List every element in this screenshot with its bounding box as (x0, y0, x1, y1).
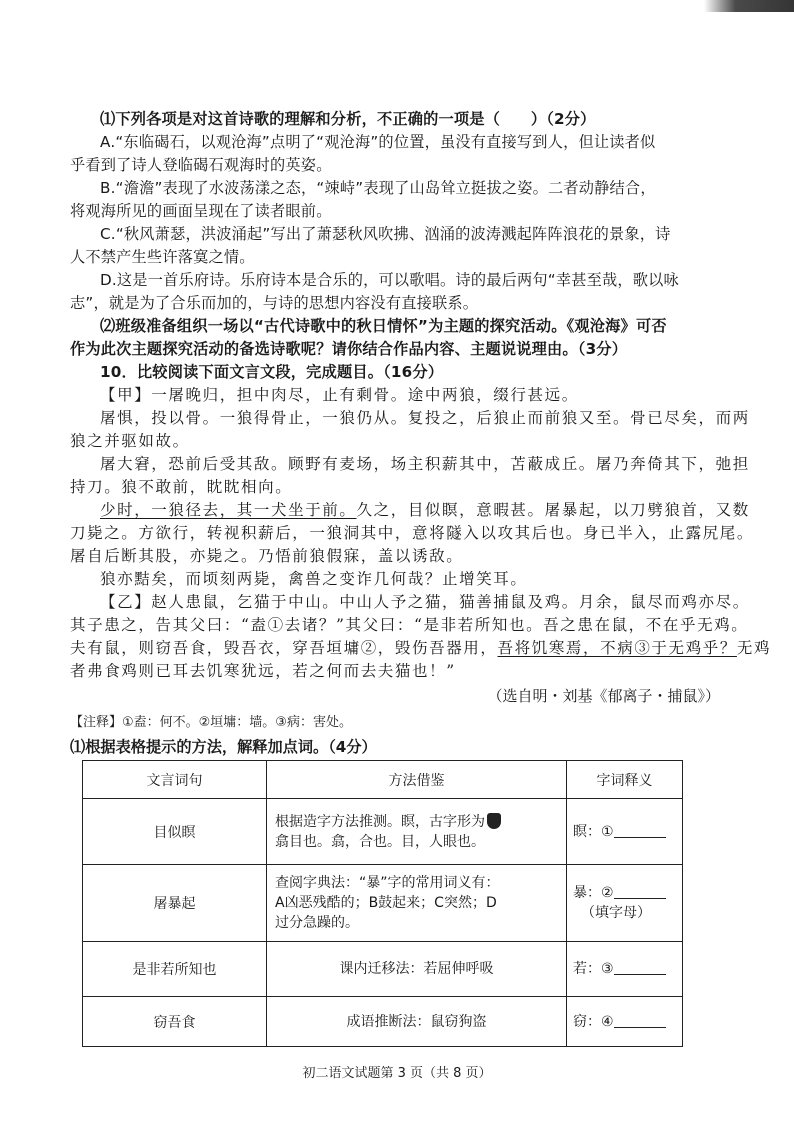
answer-label: 暴：② (573, 885, 614, 901)
table-cell-method (267, 865, 567, 942)
table-cell-answer (567, 997, 683, 1047)
underlined-sentence: 吾将饥寒焉，不病③于无鸡乎？ (497, 639, 737, 657)
passage-jia-line: 刀毙之。方欲行，转视积薪后，一狼洞其中，意将隧入以攻其后也。身已半入，止露尻尾。 (70, 524, 755, 542)
answer-blank[interactable] (614, 1013, 666, 1028)
table-row (83, 997, 683, 1047)
passage-jia-line: 【甲】一屠晚归，担中肉尽，止有剩骨。途中两狼，缀行甚远。 (100, 386, 579, 404)
q9-item1: ⑴下列各项是对这首诗歌的理解和分析，不正确的一项是（ ）（2分） (100, 110, 596, 128)
passage-jia-line (70, 499, 750, 522)
table-row (83, 799, 683, 865)
q10-sub1: ⑴根据表格提示的方法，解释加点词。（4分） (70, 738, 377, 756)
q9-option-d: D.这是一首乐府诗。乐府诗本是合乐的，可以歌唱。诗的最后两句“幸甚至哉，歌以咏 (100, 271, 679, 289)
table-cell-method: 成语推断法：鼠窃狗盗 (267, 997, 567, 1047)
passage-yi-line: 【乙】赵人患鼠，乞猫于中山。中山人予之猫，猫善捕鼠及鸡。月余，鼠尽而鸡亦尽。 (100, 593, 750, 611)
method-text: 过分急躁的。 (275, 915, 359, 931)
page-footer: 初二语文试题第 3 页（共 8 页） (302, 1066, 492, 1081)
vocab-table (82, 760, 683, 1047)
table-cell-phrase: 目似瞑 (83, 799, 267, 865)
passage-text: 无鸡 (736, 639, 772, 657)
scan-edge-mark (704, 0, 794, 12)
source-citation: （选自明・刘基《郁离子・捕鼠》） (487, 687, 720, 705)
passage-jia-line: 屠惧，投以骨。一狼得骨止，一狼仍从。复投之，后狼止而前狼又至。骨已尽矣，而两 (100, 409, 750, 427)
table-header: 字词释义 (567, 761, 683, 799)
table-cell-phrase: 窃吾食 (83, 997, 267, 1047)
passage-text: 夫有鼠，则窃吾食，毁吾衣，穿吾垣墉②，毁伤吾器用， (70, 639, 498, 657)
table-row (83, 865, 683, 942)
answer-blank[interactable] (614, 884, 666, 899)
table-cell-method (267, 799, 567, 865)
q9-option-c-cont: 人不禁产生些许落寞之情。 (70, 248, 255, 266)
page-content (70, 108, 772, 1047)
q9-option-d-cont: 志”，就是为了合乐而加的，与诗的思想内容没有直接联系。 (70, 294, 479, 312)
table-header: 方法借鉴 (267, 761, 567, 799)
passage-yi-line: 其子患之，告其父曰：“盍①去诸？”其父曰：“是非若所知也。吾之患在鼠，不在乎无鸡。 (70, 616, 749, 634)
q9-option-c: C.“秋风萧瑟，洪波涌起”写出了萧瑟秋风吹拂、汹涌的波涛溅起阵阵浪花的景象，诗 (100, 225, 671, 243)
table-cell-phrase: 屠暴起 (83, 865, 267, 942)
q9-option-a: A.“东临碣石，以观沧海”点明了“观沧海”的位置，虽没有直接写到人，但让读者似 (100, 133, 656, 151)
answer-label: 窃：④ (573, 1013, 614, 1030)
table-cell-answer (567, 942, 683, 997)
passage-yi-line: 者弗食鸡则已耳去饥寒犹远，若之何而去夫猫也！” (70, 662, 456, 680)
passage-yi-line (70, 637, 772, 660)
passage-jia-line: 屠自后断其股，亦毙之。乃悟前狼假寐，盖以诱敌。 (70, 547, 464, 565)
table-header-row (83, 761, 683, 799)
q9-item2: ⑵班级准备组织一场以“古代诗歌中的秋日情怀”为主题的探究活动。《观沧海》可否 (100, 317, 667, 335)
table-cell-answer (567, 799, 683, 865)
answer-hint: （填字母） (581, 905, 651, 921)
answer-label: 瞑：① (573, 823, 614, 840)
passage-jia-line: 持刀。狼不敢前，眈眈相向。 (70, 478, 293, 496)
answer-label: 若：③ (573, 961, 614, 977)
answer-blank[interactable] (614, 960, 666, 975)
method-text: 翕目也。翕，合也。目，人眼也。 (275, 833, 485, 850)
passage-text: 久之，目似瞑，意暇甚。屠暴起，以刀劈狼首，又数 (356, 501, 750, 519)
table-cell-method: 课内迁移法：若屈伸呼吸 (267, 942, 567, 997)
underlined-sentence: 少时，一狼径去，其一犬坐于前。 (100, 501, 357, 519)
ancient-glyph-icon (487, 813, 501, 829)
q9-option-a-cont: 乎看到了诗人登临碣石观海时的英姿。 (70, 156, 332, 174)
passage-jia-line: 屠大窘，恐前后受其敌。顾野有麦场，场主积薪其中，苫蔽成丘。屠乃奔倚其下，弛担 (100, 455, 750, 473)
table-row (83, 942, 683, 997)
method-text: 查阅字典法：“暴”字的常用词义有： (275, 875, 500, 891)
table-header: 文言词句 (83, 761, 267, 799)
q9-item2-cont: 作为此次主题探究活动的备选诗歌呢？请你结合作品内容、主题说说理由。（3分） (70, 340, 628, 358)
table-cell-phrase: 是非若所知也 (83, 942, 267, 997)
method-text: A凶恶残酷的；B鼓起来；C突然；D (275, 895, 497, 911)
table-cell-answer (567, 865, 683, 942)
passage-jia-line: 狼之并驱如故。 (70, 432, 190, 450)
passage-jia-line: 狼亦黠矣，而顷刻两毙，禽兽之变诈几何哉？止增笑耳。 (100, 570, 528, 588)
q10-title: 10．比较阅读下面文言文段，完成题目。（16分） (100, 363, 444, 381)
q9-option-b: B.“澹澹”表现了水波荡漾之态，“竦峙”表现了山岛耸立挺拔之姿。二者动静结合， (100, 179, 656, 197)
q9-option-b-cont: 将观海所见的画面呈现在了读者眼前。 (70, 202, 332, 220)
method-text: 根据造字方法推测。瞑，古字形为 (275, 813, 485, 830)
answer-blank[interactable] (614, 823, 666, 838)
annotation-note: 【注释】①盍：何不。②垣墉：墙。③病：害处。 (70, 715, 352, 730)
